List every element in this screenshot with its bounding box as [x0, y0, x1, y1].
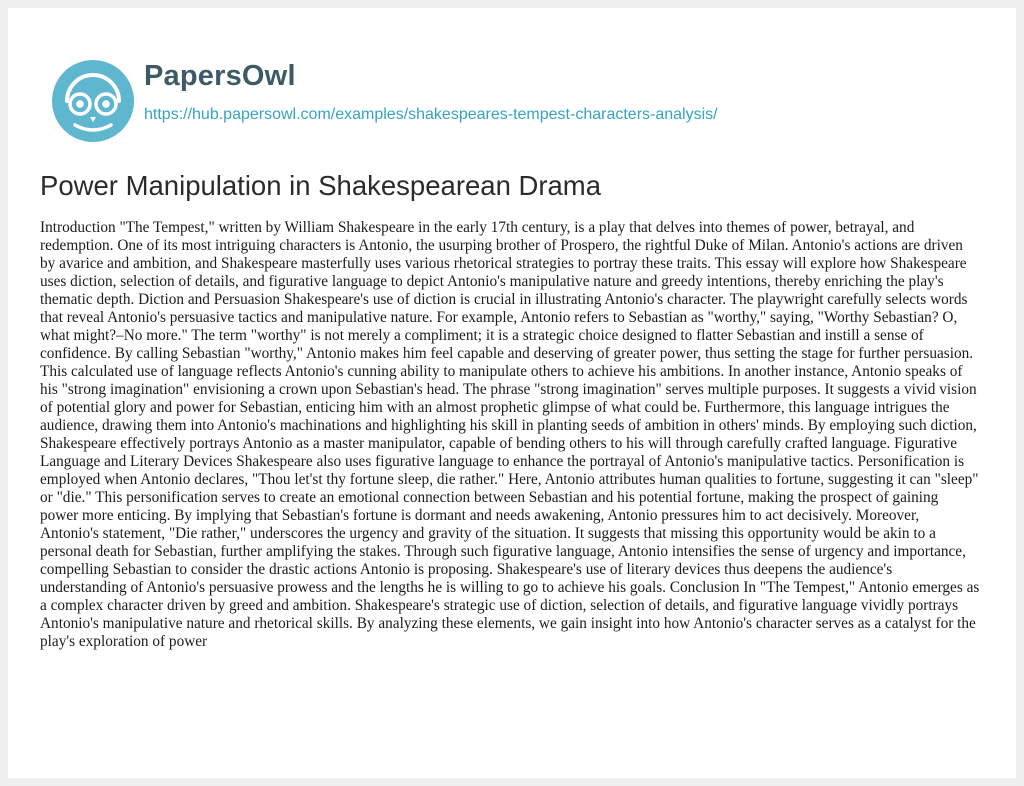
essay-body: Introduction "The Tempest," written by William Shakespeare in the early 17th century, is a play that delves into themes of power, betrayal, and redemption. One of its most intriguing characters is Antonio, the usurping brother of Prospero, the rightful Duke of Milan. Antonio's actions are driven by avarice and ambition, and Shakespeare masterfully uses various rhetorical strategies to portray these traits. This essay will explore how Shakespeare uses diction, selection of details, and figurative language to depict Antonio's manipulative nature and greedy intentions, thereby enriching the play's thematic depth. Diction and Persuasion Shakespeare's use of diction is crucial in illustrating Antonio's character. The playwright carefully selects words that reveal Antonio's persuasive tactics and manipulative nature. For example, Antonio refers to Sebastian as "worthy," saying, "Worthy Sebastian? O, what might?–No more." The term "worthy" is not merely a compliment; it is a strategic choice designed to flatter Sebastian and instill a sense of confidence. By calling Sebastian "worthy," Antonio makes him feel capable and deserving of greater power, thus setting the stage for further persuasion. This calculated use of language reflects Antonio's cunning ability to manipulate others to achieve his ambitions. In another instance, Antonio speaks of his "strong imagination" envisioning a crown upon Sebastian's head. The phrase "strong imagination" serves multiple purposes. It suggests a vivid vision of potential glory and power for Sebastian, enticing him with an almost prophetic glimpse of what could be. Furthermore, this language intrigues the audience, drawing them into Antonio's machinations and highlighting his skill in planting seeds of ambition in others' minds. By employing such diction, Shakespeare effectively portrays Antonio as a master manipulator, capable of bending others to his will through carefully crafted language. Figurative Language and Literary Devices Shakespeare also uses figurative language to enhance the portrayal of Antonio's manipulative tactics. Personification is employed when Antonio declares, "Thou let'st thy fortune sleep, die rather." Here, Antonio attributes human qualities to fortune, suggesting it can "sleep" or "die." This personification serves to create an emotional connection between Sebastian and his potential fortune, making the prospect of gaining power more enticing. By implying that Sebastian's fortune is dormant and needs awakening, Antonio pressures him to act decisively. Moreover, Antonio's statement, "Die rather," underscores the urgency and gravity of the situation. It suggests that missing this opportunity would be akin to a personal death for Sebastian, further amplifying the stakes. Through such figurative language, Antonio intensifies the sense of urgency and importance, compelling Sebastian to consider the drastic actions Antonio is proposing. Shakespeare's use of literary devices thus deepens the audience's understanding of Antonio's persuasive prowess and the lengths he is willing to go to achieve his goals. Conclusion In "The Tempest," Antonio emerges as a complex character driven by greed and ambition. Shakespeare's strategic use of diction, selection of details, and figurative language vividly portrays Antonio's manipulative nature and rhetorical skills. By analyzing these elements, we gain insight into how Antonio's character serves as a catalyst for the play's exploration of power	[40, 219, 980, 650]
owl-icon	[50, 58, 136, 144]
page-title: Power Manipulation in Shakespearean Drama	[40, 170, 602, 201]
source-url-link[interactable]: https://hub.papersowl.com/examples/shakespeares-tempest-characters-analysis/	[144, 106, 718, 123]
brand-name: PapersOwl	[144, 60, 296, 92]
